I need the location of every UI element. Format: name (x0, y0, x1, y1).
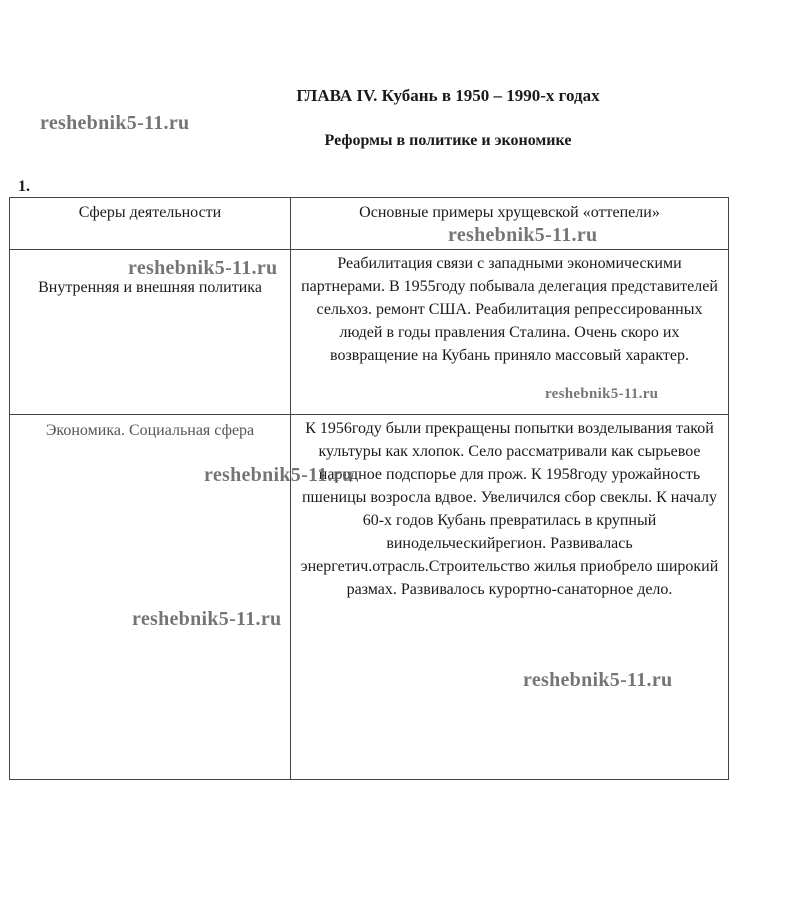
watermark: reshebnik5-11.ru (545, 386, 659, 402)
chapter-title: ГЛАВА IV. Кубань в 1950 – 1990-х годах (296, 86, 600, 105)
cell-examples: К 1956году были прекращены попытки возделывания такой культуры как хлопок. Село рассматривали как сырьевое народное подспорье для прож. К 1958году урожайность пшеницы возросла вдвое. Увеличился сбор свеклы. К началу 60-х годов Кубань превратилась в крупный винодельческийрегион. Развивалась энергетич.отрасль.Строительство жилья приобрело широкий размах. Развивалось курортно-санаторное дело. (291, 415, 729, 780)
watermark: reshebnik5-11.ru (448, 224, 598, 246)
watermark: reshebnik5-11.ru (132, 608, 282, 630)
table-header-row (10, 198, 729, 250)
task-number: 1. (18, 178, 30, 195)
sphere-label: Экономика. Социальная сфера (45, 422, 255, 439)
watermark: reshebnik5-11.ru (40, 112, 190, 134)
watermark: reshebnik5-11.ru (523, 669, 673, 691)
watermark: reshebnik5-11.ru (204, 464, 354, 486)
header-sphere: Сферы деятельности (10, 198, 291, 250)
table-row (10, 415, 729, 780)
cell-examples: Реабилитация связи с западными экономическими партнерами. В 1955году побывала делегация представителей сельхоз. ремонт США. Реабилитация репрессированных людей в годы правления Сталина. Очень скоро их возвращение на Кубань приняло массовый характер. (291, 250, 729, 415)
answer-table (9, 197, 729, 780)
watermark: reshebnik5-11.ru (128, 257, 278, 279)
section-title: Реформы в политике и экономике (324, 132, 572, 149)
header-examples: Основные примеры хрущевской «оттепели» (291, 198, 729, 250)
sphere-label: Внутренняя и внешняя политика (38, 279, 262, 296)
